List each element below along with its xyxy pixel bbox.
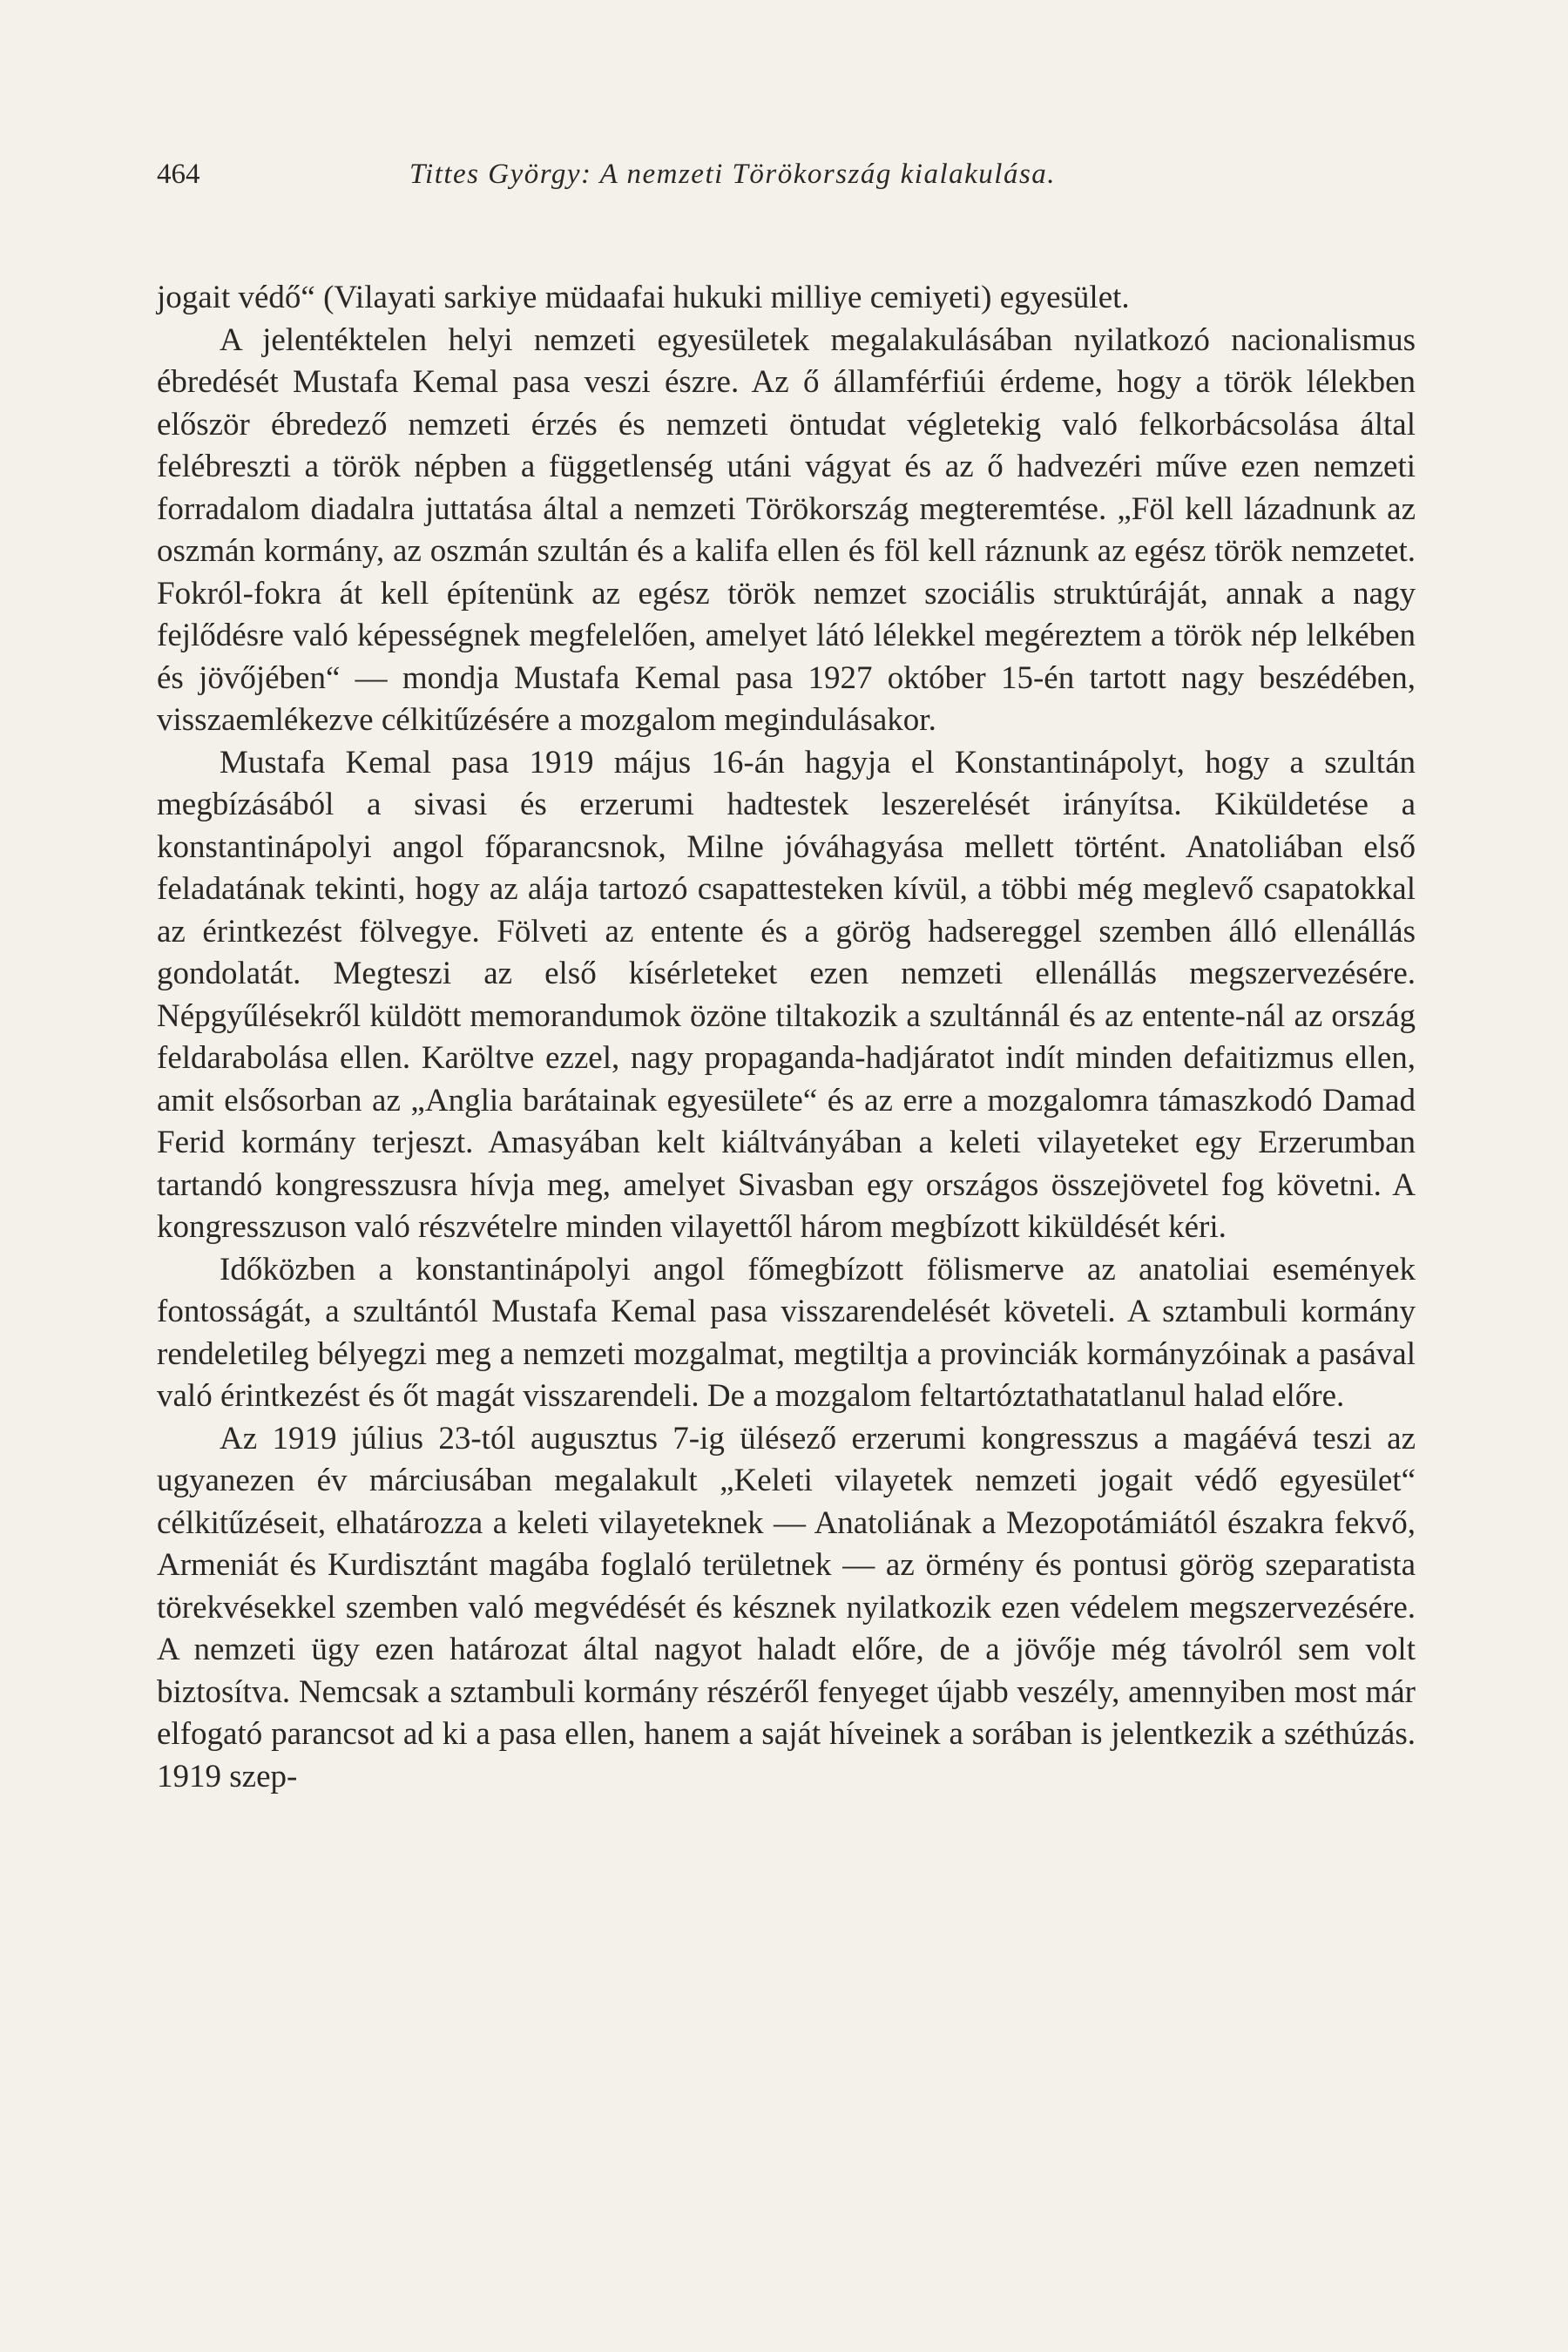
paragraph: Időközben a konstantinápolyi angol főmegbízott fölismerve az anatoliai események fontosságát, a szultántól Mustafa Kemal pasa visszarendelését követeli. A sztambuli kormány rendeletileg bélyegzi meg a nemzeti mozgalmat, megtiltja a provinciák kormányzóinak a pasával való érintkezést és őt magát visszarendeli. De a mozgalom feltartóztathatatlanul halad előre. — [157, 1251, 1416, 1414]
body-text — [157, 277, 1416, 1798]
running-title: Tittes György: A nemzeti Törökország kialakulása. — [409, 159, 1057, 190]
page-number: 464 — [157, 159, 200, 190]
paragraph-continuation: jogait védő“ (Vilayati sarkiye müdaafai hukuki milliye cemiyeti) egyesület. — [157, 280, 1130, 315]
paragraph: A jelentéktelen helyi nemzeti egyesületek megalakulásában nyilatkozó nacionalismus ébredését Mustafa Kemal pasa veszi észre. Az ő államférfiúi érdeme, hogy a török lélekben először ébredező nemzeti érzés és nemzeti öntudat végletekig való felkorbácsolása által felébreszti a török népben a függetlenség utáni vágyat és az ő hadvezéri műve ezen nemzeti forradalom diadalra juttatása által a nemzeti Törökország megteremtése. „Föl kell lázadnunk az oszmán kormány, az oszmán szultán és a kalifa ellen és föl kell ráznunk az egész török nemzetet. Fokról-fokra át kell építenünk az egész török nemzet szociális struktúráját, annak a nagy fejlődésre való képességnek megfelelően, amelyet látó lélekkel megéreztem a török nép lelkében és jövőjében“ — mondja Mustafa Kemal pasa 1927 október 15-én tartott nagy beszédében, visszaemlékezve célkitűzésére a mozgalom megindulásakor. — [157, 321, 1416, 738]
paragraph: Mustafa Kemal pasa 1919 május 16-án hagyja el Konstantinápolyt, hogy a szultán megbízásából a sivasi és erzerumi hadtestek leszerelését irányítsa. Kiküldetése a konstantinápolyi angol főparancsnok, Milne jóváhagyása mellett történt. Anatoliában első feladatának tekinti, hogy az alája tartozó csapattesteken kívül, a többi még meglevő csapatokkal az érintkezést fölvegye. Fölveti az entente és a görög hadsereggel szemben álló ellenállás gondolatát. Megteszi az első kísérleteket ezen nemzeti ellenállás megszervezésére. Népgyűlésekről küldött memorandumok özöne tiltakozik a szultánnál és az entente-nál az ország feldarabolása ellen. Karöltve ezzel, nagy propaganda-hadjáratot indít minden defaitizmus ellen, amit elsősorban az „Anglia barátainak egyesülete“ és az erre a mozgalomra támaszkodó Damad Ferid kormány terjeszt. Amasyában kelt kiáltványában a keleti vilayeteket egy Erzerumban tartandó kongresszusra hívja meg, amelyet Sivasban egy országos összejövetel fog követni. A kongresszuson való részvételre minden vilayettől három megbízott kiküldését kéri. — [157, 744, 1416, 1245]
paragraph: Az 1919 július 23-tól augusztus 7-ig ülésező erzerumi kongresszus a magáévá teszi az ugyanezen év márciusában megalakult „Keleti vilayetek nemzeti jogait védő egyesület“ célkitűzéseit, elhatározza a keleti vilayeteknek — Anatoliának a Mezopotámiától északra fekvő, Armeniát és Kurdisztánt magába foglaló területnek — az örmény és pontusi görög szeparatista törekvésekkel szemben való megvédését és késznek nyilatkozik ezen védelem megszervezésére. A nemzeti ügy ezen határozat által nagyot haladt előre, de a jövője még távolról sem volt biztosítva. Nemcsak a sztambuli kormány részéről fenyeget újabb veszély, amennyiben most már elfogató parancsot ad ki a pasa ellen, hanem a saját híveinek a sorában is jelentkezik a széthúzás. 1919 szep- — [157, 1420, 1416, 1794]
running-head — [157, 153, 1411, 195]
